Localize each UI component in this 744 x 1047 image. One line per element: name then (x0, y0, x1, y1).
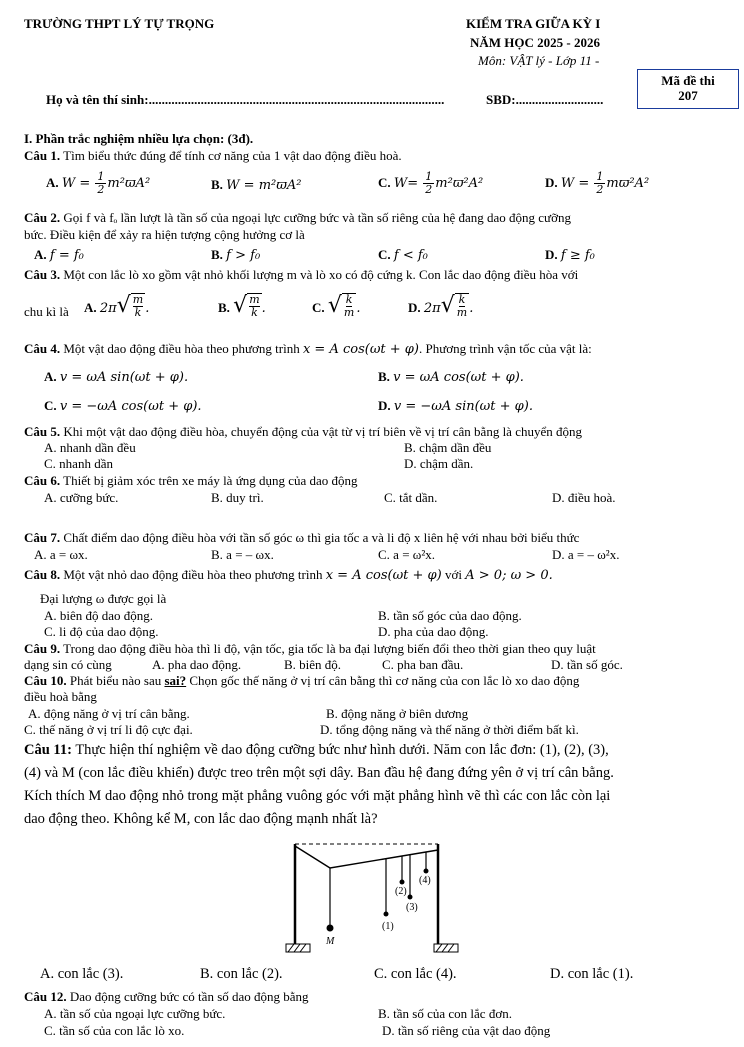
q2-option-b[interactable]: B. f > f₀ (211, 247, 261, 263)
q12-option-c[interactable]: C. tần số của con lắc lò xo. (44, 1023, 185, 1038)
question-label: Câu 4. (24, 341, 61, 356)
question-text-tail: Chọn gốc thế năng ở vị trí cân bằng thì cơ năng của con lắc lò xo dao động (189, 673, 580, 688)
option-label: C. (312, 300, 325, 315)
option-label: B. (218, 300, 230, 315)
exam-code-label: Mã đề thi (661, 73, 715, 88)
question-label: Câu 3. (24, 267, 61, 282)
q7-option-a[interactable]: A. a = ωx. (34, 547, 88, 562)
q3-option-a[interactable]: A. 2π √ m k . (84, 293, 150, 319)
option-label: D. (545, 247, 558, 262)
question-label: Câu 7. (24, 530, 61, 545)
question-text: Tìm biểu thức đúng để tính cơ năng của 1 vật dao động điều hoà. (63, 148, 402, 163)
label-m: M (326, 936, 335, 947)
q2-option-c[interactable]: C. f < f₀ (378, 247, 428, 263)
question-9 (24, 641, 596, 656)
pendulum-figure (284, 840, 464, 960)
question-12 (24, 989, 309, 1004)
q4-option-b[interactable]: B. v = ωA cos(ωt + φ). (378, 369, 524, 385)
q2-option-a[interactable]: A. f = f₀ (34, 247, 84, 263)
question-text: Gọi f và fₒ lần lượt là tần số của ngoại lực cưỡng bức và tần số riêng của hệ đang dao động cưỡng (63, 210, 571, 225)
q11-option-a[interactable]: A. con lắc (3). (40, 966, 124, 982)
q9-option-c[interactable]: C. pha ban đầu. (382, 657, 464, 672)
q8-option-b[interactable]: B. tần số góc của dao động. (378, 608, 522, 623)
hatch (288, 944, 294, 952)
q12-option-b[interactable]: B. tần số của con lắc đơn. (378, 1006, 512, 1021)
question-text: Dao động cưỡng bức có tần số dao động bằng (69, 989, 309, 1004)
q3-option-b[interactable]: B. √ m k . (218, 293, 266, 319)
option-label: D. (378, 398, 391, 413)
question-text: Một con lắc lò xo gồm vật nhỏ khối lượng m và lò xo có độ cứng k. Con lắc dao động điều hòa với (63, 267, 579, 282)
question-6 (24, 473, 358, 488)
question-text-tail: . Phương trình vận tốc của vật là: (419, 341, 592, 356)
q1-option-c[interactable]: C. W= $\frac{1}{2}$ m²ϖ²A² (378, 170, 484, 196)
q1-option-a[interactable]: A. W = $\frac{1}{2}$ m²ϖA² (46, 170, 151, 196)
question-label: Câu 11: (24, 742, 72, 758)
question-4: Câu 4. Một vật dao động điều hòa theo phương trình x = A cos(ωt + φ). Phương trình vận tốc của vật là: (24, 341, 592, 357)
hatch (442, 944, 448, 952)
q2-option-d[interactable]: D. f ≥ f₀ (545, 247, 595, 263)
q1-option-d[interactable]: D. W = $\frac{1}{2}$ mϖ²A² (545, 170, 650, 196)
option-label: D. (545, 175, 558, 190)
question-text: Thiết bị giảm xóc trên xe máy là ứng dụng của dao động (63, 473, 358, 488)
label-2: (2) (395, 886, 407, 897)
question-text-tail: với (445, 567, 462, 582)
question-label: Câu 6. (24, 473, 61, 488)
question-text: Khi một vật dao động điều hòa, chuyển động của vật từ vị trí biên về vị trí cân bằng là chuyển động (63, 424, 582, 439)
q9-option-b[interactable]: B. biên độ. (284, 657, 342, 672)
q5-option-d[interactable]: D. chậm dần. (404, 456, 474, 471)
option-label: B. (211, 247, 223, 262)
question-11-line2: (4) và M (con lắc điều khiển) được treo trên một sợi dây. Ban đầu hệ đang đứng yên ở vị trí cân bằng. (24, 765, 614, 781)
q3-option-d[interactable]: D. 2π √ k m . (408, 293, 474, 319)
pendulum-1-bob (384, 912, 389, 917)
question-10 (24, 673, 579, 688)
question-text: Trong dao động điều hòa thì li độ, vận tốc, gia tốc là ba đại lượng biến đổi theo thời gian theo quy luật (63, 641, 596, 656)
option-label: A. (44, 369, 57, 384)
q5-option-a[interactable]: A. nhanh dần đều (44, 440, 136, 455)
q8-option-a[interactable]: A. biên độ dao động. (44, 608, 154, 623)
question-1 (24, 148, 402, 163)
school-name: TRƯỜNG THPT LÝ TỰ TRỌNG (24, 16, 215, 31)
hatch (300, 944, 306, 952)
option-label: C. (378, 247, 391, 262)
question-label: Câu 9. (24, 641, 61, 656)
option-label: C. (378, 175, 391, 190)
question-9-line2: dạng sin có cùng (24, 657, 112, 672)
question-emphasis: sai? (164, 673, 187, 688)
question-2 (24, 210, 571, 225)
label-4: (4) (419, 875, 431, 886)
pendulum-m-bob (327, 925, 334, 932)
option-label: B. (211, 177, 223, 192)
left-ground (286, 944, 310, 952)
option-label: B. (378, 369, 390, 384)
question-text: Phát biểu nào sau (69, 673, 162, 688)
q10-option-c[interactable]: C. thế năng ở vị trí li độ cực đại. (24, 722, 193, 737)
q10-option-a[interactable]: A. động năng ở vị trí cân bằng. (28, 706, 190, 721)
option-label: A. (46, 175, 59, 190)
label-1: (1) (382, 921, 394, 932)
option-label: D. (408, 300, 421, 315)
q1-option-b[interactable]: B. W = m²ϖA² (211, 177, 302, 193)
q12-option-a[interactable]: A. tần số của ngoại lực cưỡng bức. (44, 1006, 226, 1021)
question-8: Câu 8. Một vật nhỏ dao động điều hòa theo phương trình x = A cos(ωt + φ) với A > 0; ω > 0. (24, 567, 553, 583)
q4-option-d[interactable]: D. v = −ωA sin(ωt + φ). (378, 398, 533, 414)
question-label: Câu 12. (24, 989, 67, 1004)
option-label: A. (84, 300, 97, 315)
hatch (294, 944, 300, 952)
exam-year: NĂM HỌC 2025 - 2026 (470, 35, 600, 50)
pendulum-3-bob (408, 895, 413, 900)
question-label: Câu 5. (24, 424, 61, 439)
exam-code-box (637, 69, 739, 109)
question-11 (24, 739, 734, 831)
q7-option-b[interactable]: B. a = – ωx. (211, 547, 274, 562)
option-label: A. (34, 247, 47, 262)
q11-option-b[interactable]: B. con lắc (2). (200, 966, 283, 982)
q4-option-a[interactable]: A. v = ωA sin(ωt + φ). (44, 369, 189, 385)
q3-option-c[interactable]: C. √ k m . (312, 293, 361, 319)
q6-option-b[interactable]: B. duy trì. (211, 490, 264, 505)
question-label: Câu 1. (24, 148, 61, 163)
option-label: C. (44, 398, 57, 413)
q11-option-c[interactable]: C. con lắc (4). (374, 966, 457, 982)
q7-option-c[interactable]: C. a = ω²x. (378, 547, 435, 562)
question-label: Câu 10. (24, 673, 67, 688)
q8-option-c[interactable]: C. li độ của dao động. (44, 624, 159, 639)
question-3-line2: chu kì là (24, 304, 69, 319)
q5-option-c[interactable]: C. nhanh dần (44, 456, 113, 471)
exam-title: KIỂM TRA GIỮA KỲ I (466, 16, 601, 31)
exam-code: 207 (678, 88, 698, 103)
pendulum-2-bob (400, 880, 405, 885)
exam-subject: Môn: VẬT lý - Lớp 11 - (478, 53, 600, 68)
question-text: Một vật dao động điều hòa theo phương trình (63, 341, 300, 356)
question-text: Chất điểm dao động điều hòa với tần số góc ω thì gia tốc a và li độ x liên hệ với nhau bởi biểu thức (63, 530, 580, 545)
right-ground (434, 944, 458, 952)
q9-option-a[interactable]: A. pha dao động. (152, 657, 242, 672)
q5-option-b[interactable]: B. chậm dần đều (404, 440, 492, 455)
q7-option-d[interactable]: D. a = – ω²x. (552, 547, 620, 562)
section-title: I. Phần trắc nghiệm nhiều lựa chọn: (3đ). (24, 131, 254, 146)
left-diagonal (295, 846, 330, 868)
question-11-line3: Kích thích M dao động nhỏ trong mặt phẳng vuông góc với mặt phẳng hình vẽ thì các con lắc còn lại (24, 788, 611, 804)
q4-option-c[interactable]: C. v = −ωA cos(ωt + φ). (44, 398, 202, 414)
question-7 (24, 530, 579, 545)
question-3 (24, 267, 578, 282)
q6-option-a[interactable]: A. cưỡng bức. (44, 490, 119, 505)
candidate-id-field[interactable]: SBD:........................... (486, 92, 604, 107)
q6-option-d[interactable]: D. điều hoà. (552, 490, 616, 505)
hatch (448, 944, 454, 952)
question-11-line4: dao động theo. Không kể M, con lắc dao động mạnh nhất là? (24, 811, 378, 827)
q9-option-d[interactable]: D. tần số góc. (551, 657, 623, 672)
q11-option-d[interactable]: D. con lắc (1). (550, 966, 634, 982)
pendulum-4-bob (424, 869, 429, 874)
candidate-name-field[interactable]: Họ và tên thí sinh:........................................................................................... (46, 92, 445, 107)
q10-option-d[interactable]: D. tổng động năng và thế năng ở thời điểm bất kì. (320, 722, 579, 737)
question-8-line2: Đại lượng ω được gọi là (40, 591, 167, 606)
question-10-line2: điều hoà bằng (24, 689, 97, 704)
hatch (436, 944, 442, 952)
question-5 (24, 424, 582, 439)
question-text: Một vật nhỏ dao động điều hòa theo phương trình (63, 567, 323, 582)
q6-option-c[interactable]: C. tắt dần. (384, 490, 438, 505)
label-3: (3) (406, 902, 418, 913)
q10-option-b[interactable]: B. động năng ở biên dương (326, 706, 469, 721)
support-string (295, 846, 438, 868)
question-text: Thực hiện thí nghiệm về dao động cưỡng bức như hình dưới. Năm con lắc đơn: (1), (2), (3), (75, 742, 609, 758)
question-2-line2: bức. Điều kiện để xảy ra hiện tượng cộng hưởng cơ là (24, 227, 305, 242)
question-label: Câu 8. (24, 567, 61, 582)
q12-option-d[interactable]: D. tần số riêng của vật dao động (382, 1023, 551, 1038)
q8-option-d[interactable]: D. pha của dao động. (378, 624, 489, 639)
question-label: Câu 2. (24, 210, 61, 225)
